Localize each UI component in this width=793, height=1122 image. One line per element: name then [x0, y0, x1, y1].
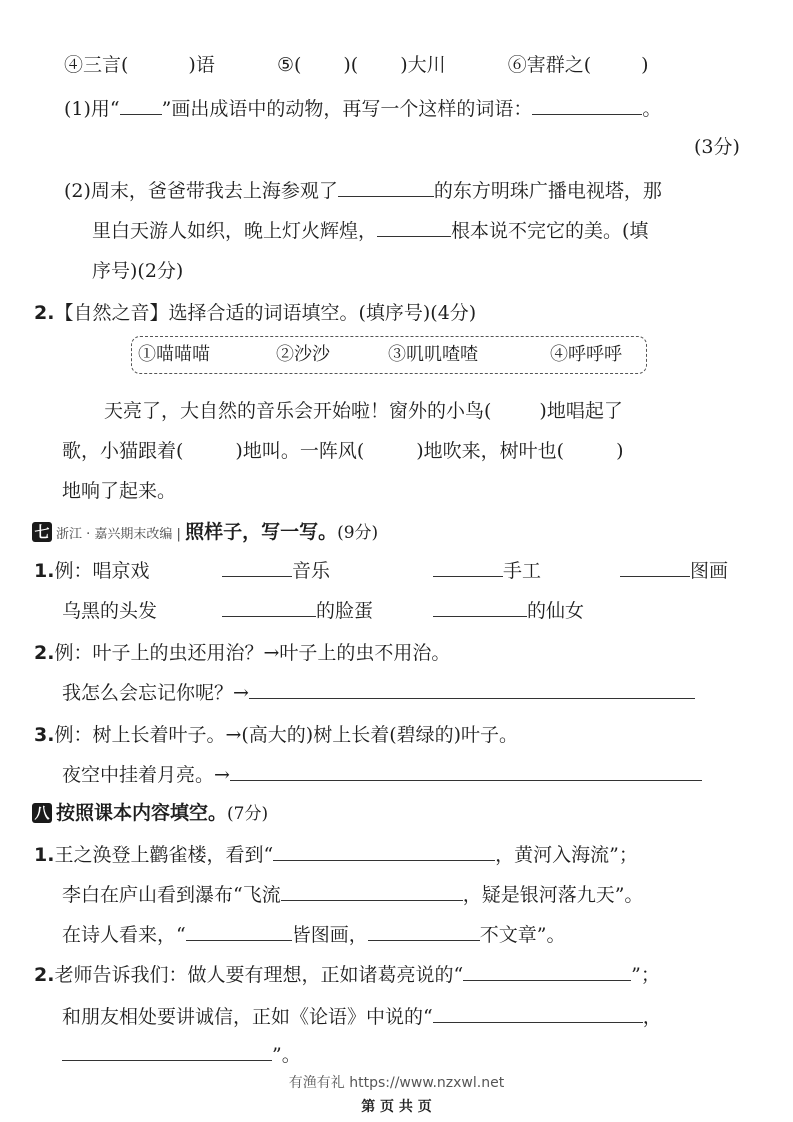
s8-text-h: 老师告诉我们：做人要有理想，正如诸葛亮说的“: [54, 964, 464, 986]
section-8-title: 按照课本内容填空。: [56, 802, 228, 824]
idiom-4-start: ④三言(: [64, 54, 129, 76]
question-2-number: 2.: [34, 302, 55, 324]
s8-text-a: 王之涣登上鹳雀楼，看到“: [54, 844, 274, 866]
s7-item1-w3: [620, 558, 728, 584]
answer-blank[interactable]: [186, 922, 292, 941]
s7-item1-number: 1.: [34, 560, 55, 582]
s8-item2-line3: [62, 1042, 301, 1068]
option-4: ④呼呼呼: [550, 344, 622, 365]
answer-blank[interactable]: [433, 1004, 643, 1023]
answer-blank[interactable]: [620, 558, 690, 577]
s7-item1-row2: 乌黑的头发: [62, 600, 158, 622]
question-1-2-line2: [92, 218, 648, 244]
q2-passage-line2: [62, 438, 624, 464]
s8-text-b: ，黄河入海流”；: [495, 844, 638, 866]
s7-item1-b2: [433, 598, 584, 624]
s7-item1-w2: [433, 558, 541, 584]
s8-text-d: ，疑是银河落九天”。: [462, 884, 644, 906]
s8-item1-line2: [62, 882, 643, 908]
watermark: 有渔有礼 https://www.nzxwl.net: [288, 1075, 505, 1091]
s8-text-c: 李白在庐山看到瀑布“飞流: [62, 884, 281, 906]
question-2-title: [34, 300, 476, 326]
q2-text-c: 歌，小猫跟着(: [62, 440, 184, 462]
answer-blank[interactable]: [532, 96, 642, 115]
answer-blank[interactable]: [222, 598, 316, 617]
idiom-5-end: )大川: [400, 54, 446, 76]
answer-blank[interactable]: [368, 922, 480, 941]
s7-item3-question: [62, 762, 702, 788]
page-number: 第 页 共 页: [361, 1099, 432, 1115]
s7-item1-row1: [34, 558, 149, 584]
answer-blank[interactable]: [377, 218, 451, 237]
s8-text-g: 不文章”。: [479, 924, 566, 946]
answer-line[interactable]: [249, 680, 695, 699]
answer-blank[interactable]: [281, 882, 463, 901]
q1-2-text-d: 根本说不完它的美。(填: [451, 220, 649, 242]
s7-item3-question-text: 夜空中挂着月亮。→: [62, 764, 230, 786]
s8-text-k: ，: [642, 1006, 662, 1028]
idiom-6-end: ): [641, 54, 649, 76]
s7-item3-number: 3.: [34, 724, 55, 746]
q1-2-text-b: 的东方明珠广播电视塔，那: [433, 180, 662, 202]
answer-blank[interactable]: [433, 558, 503, 577]
s7-item3-example-text: 例：树上长着叶子。→(高大的)树上长着(碧绿的)叶子。: [54, 724, 519, 746]
q2-text-a: 天亮了，大自然的音乐会开始啦！窗外的小鸟(: [104, 400, 492, 422]
q1-2-text-a: (2)周末，爸爸带我去上海参观了: [64, 180, 338, 202]
answer-blank[interactable]: [62, 1042, 272, 1061]
q2-text-f: ): [616, 440, 624, 462]
answer-blank[interactable]: [120, 96, 162, 115]
s7-item2-question-text: 我怎么会忘记你呢？→: [62, 682, 249, 704]
answer-blank[interactable]: [433, 598, 527, 617]
s7-word-2: 手工: [503, 560, 542, 582]
s8-item2-line1: [34, 962, 660, 988]
q1-2-text-c: 里白天游人如织，晚上灯火辉煌，: [92, 220, 378, 242]
q1-1-text-a: (1)用“: [64, 98, 120, 120]
q1-1-score: (3分): [694, 136, 740, 158]
s7-phrase-2: 的仙女: [527, 600, 585, 622]
question-1-2-line3: 序号)(2分): [92, 260, 184, 282]
idiom-5-mid: )(: [343, 54, 359, 76]
idiom-4-end: )语: [188, 54, 215, 76]
q1-1-text-b: ”画出成语中的动物，再写一个这样的词语：: [161, 98, 533, 120]
s8-item1-number: 1.: [34, 844, 55, 866]
s7-item1-b1: [222, 598, 373, 624]
answer-blank[interactable]: [273, 842, 495, 861]
q2-text-d: )地叫。一阵风(: [235, 440, 365, 462]
s7-word-3: 图画: [690, 560, 729, 582]
question-2-title-text: 【自然之音】选择合适的词语填空。(填序号)(4分): [54, 302, 477, 324]
s8-text-f: 皆图画，: [291, 924, 368, 946]
q2-passage-line3: 地响了起来。: [62, 480, 177, 502]
word-options-box: [131, 336, 647, 374]
section-8-tag: 八: [32, 803, 52, 823]
idiom-6-start: ⑥害群之(: [507, 54, 592, 76]
s7-item1-example: 例：唱京戏: [54, 560, 150, 582]
section-8-header: [32, 800, 268, 827]
answer-line[interactable]: [230, 762, 702, 781]
section-7-source: 浙江 · 嘉兴期末改编: [56, 527, 173, 542]
q2-text-b: )地唱起了: [539, 400, 623, 422]
s8-text-i: ”；: [631, 964, 660, 986]
s7-item2-question: [62, 680, 695, 706]
answer-blank[interactable]: [222, 558, 292, 577]
option-3: ③叽叽喳喳: [388, 344, 478, 365]
s7-phrase-1: 的脸蛋: [316, 600, 374, 622]
q2-passage-line1: [104, 398, 623, 424]
idiom-row: [64, 52, 649, 78]
answer-blank[interactable]: [463, 962, 631, 981]
s7-item3-example: [34, 722, 518, 748]
answer-blank[interactable]: [338, 178, 434, 197]
s8-item2-line2: [62, 1004, 662, 1030]
s8-text-j: 和朋友相处要讲诚信，正如《论语》中说的“: [62, 1006, 433, 1028]
s7-item2-example: [34, 640, 450, 666]
section-7-title: 照样子，写一写。: [185, 521, 338, 543]
idiom-5-start: ⑤(: [276, 54, 302, 76]
s7-item1-w1: [222, 558, 330, 584]
s7-word-1: 音乐: [292, 560, 331, 582]
s8-item1-line3: [62, 922, 565, 948]
s7-item2-number: 2.: [34, 642, 55, 664]
q1-1-text-c: 。: [642, 98, 662, 120]
section-7-header: [32, 519, 378, 548]
section-8-score: (7分): [227, 804, 269, 824]
s8-item1-line1: [34, 842, 638, 868]
section-7-score: (9分): [337, 523, 379, 543]
s7-item2-example-text: 例：叶子上的虫还用治？→叶子上的虫不用治。: [54, 642, 451, 664]
question-1-1: [64, 96, 661, 122]
option-1: ①喵喵喵: [138, 344, 210, 365]
s8-text-l: ”。: [272, 1044, 301, 1066]
divider: |: [172, 527, 186, 542]
section-7-tag: 七: [32, 522, 52, 542]
question-1-2-line1: [64, 178, 662, 204]
s8-item2-number: 2.: [34, 964, 55, 986]
q2-text-e: )地吹来，树叶也(: [416, 440, 565, 462]
s8-text-e: 在诗人看来，“: [62, 924, 186, 946]
option-2: ②沙沙: [276, 344, 330, 365]
